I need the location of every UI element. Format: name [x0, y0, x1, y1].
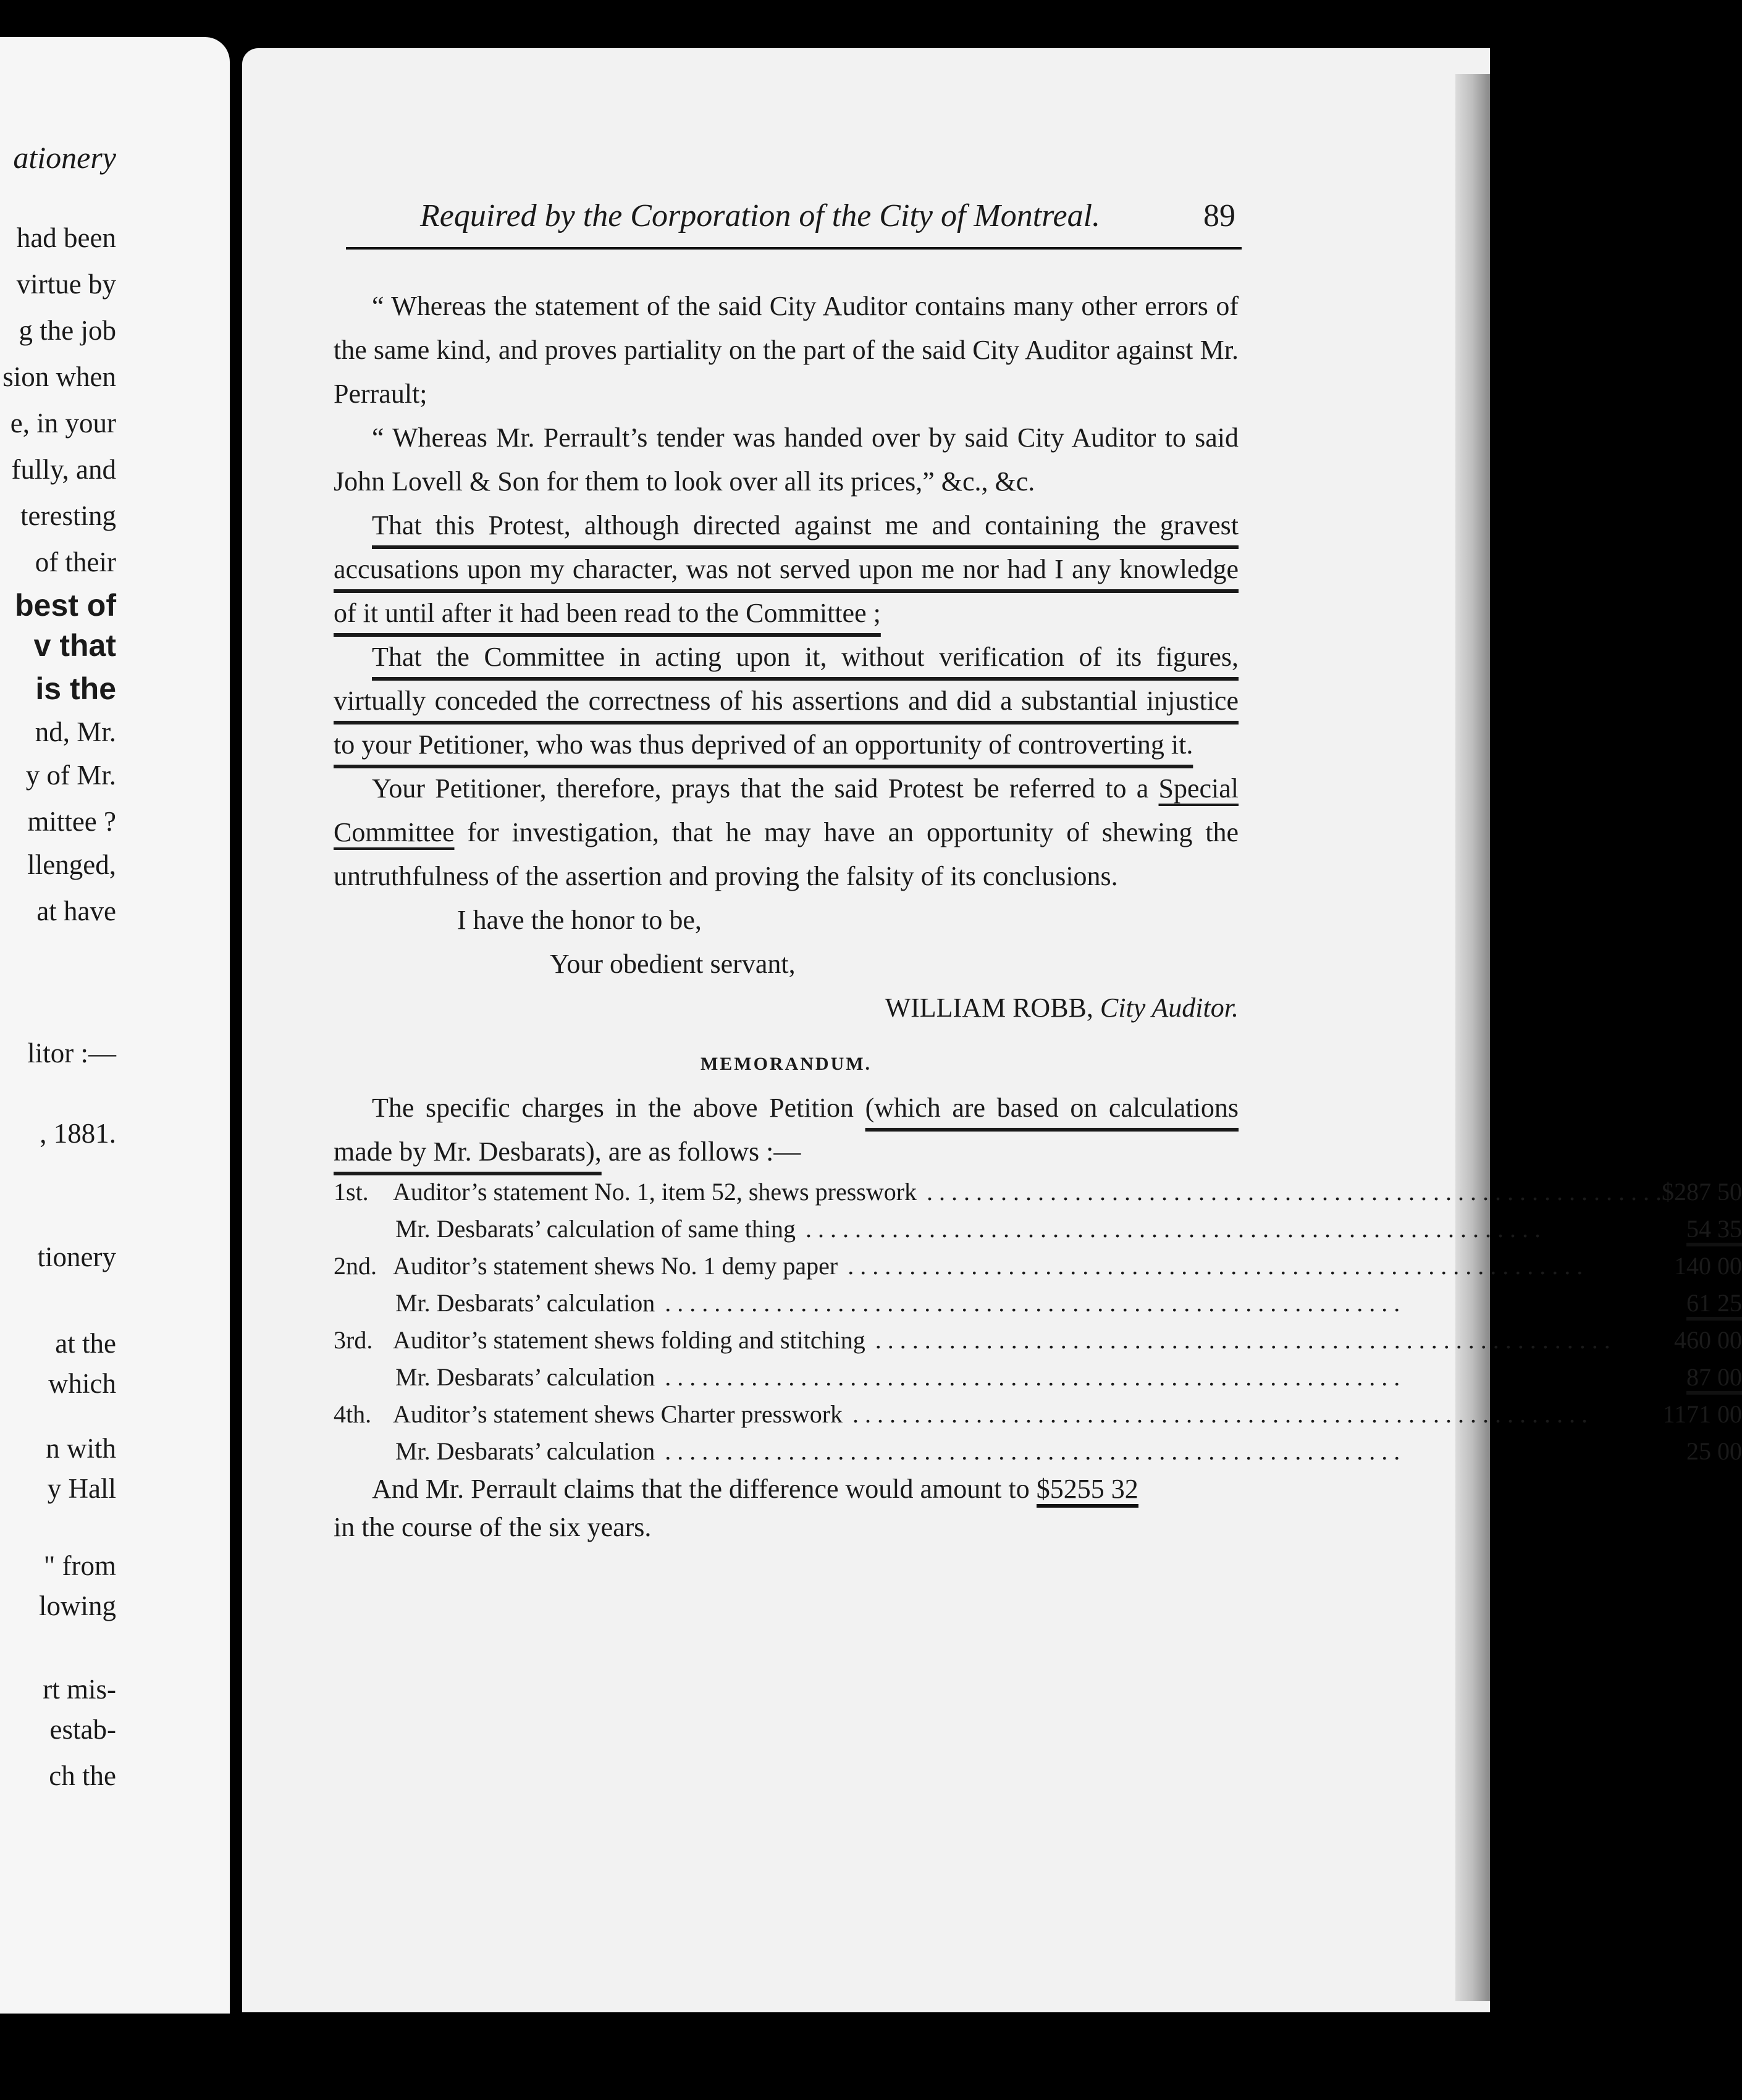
leader-dots: . . . . . . . . . . . . . . . . . . . . . . . . . . . . . . . . . . . . . . . . . . . . . . . . . . . . . . . . . . . . [841, 1252, 1583, 1280]
calculation-description [334, 1359, 1662, 1396]
item-ordinal: 4th. [334, 1400, 372, 1428]
cropped-text-fragment: y of Mr. [25, 760, 116, 791]
leader-dots: . . . . . . . . . . . . . . . . . . . . . . . . . . . . . . . . . . . . . . . . . . . . . . . . . . . . . . . . . . . . [659, 1437, 1400, 1465]
paragraph [334, 503, 1239, 635]
leader-dots: . . . . . . . . . . . . . . . . . . . . . . . . . . . . . . . . . . . . . . . . . . . . . . . . . . . . . . . . . . . . [869, 1326, 1610, 1354]
underlined-text: Special Committee [334, 773, 1239, 847]
calculation-description [334, 1174, 1662, 1211]
left-page [0, 37, 230, 2014]
closing-claim [334, 1470, 1239, 1547]
cropped-text-fragment: litor :— [27, 1038, 116, 1069]
cropped-text-fragment: teresting [20, 500, 116, 531]
item-text: Mr. Desbarats’ calculation [395, 1437, 659, 1465]
cropped-text-fragment: g the job [19, 315, 116, 346]
calculation-table [334, 1174, 1742, 1470]
item-text: Mr. Desbarats’ calculation of same thing [395, 1215, 799, 1243]
cropped-text-fragment: sion when [2, 361, 116, 392]
calculation-row [334, 1433, 1742, 1470]
cropped-text-fragment: fully, and [11, 454, 116, 485]
cropped-text-fragment: n with [46, 1433, 116, 1464]
closing-line: Your obedient servant, [550, 949, 796, 979]
item-ordinal: 1st. [334, 1178, 369, 1206]
cropped-text-fragment: had been [16, 222, 116, 253]
cropped-text-fragment: ationery [13, 140, 116, 175]
signature-name: WILLIAM ROBB, [885, 993, 1093, 1023]
cropped-text-fragment: y Hall [47, 1473, 116, 1504]
calculation-description [334, 1396, 1662, 1433]
closing-line: I have the honor to be, [457, 905, 702, 935]
item-text: Auditor’s statement shews No. 1 demy paper [393, 1252, 841, 1280]
item-ordinal: 2nd. [334, 1252, 377, 1280]
text-run: The specific charges in the above Petition [372, 1093, 854, 1123]
item-amount: 1171 00 [1662, 1400, 1742, 1428]
cropped-text-fragment: lowing [38, 1590, 116, 1621]
cropped-text-fragment: is the [35, 671, 116, 706]
item-amount: 54 35 [1686, 1215, 1742, 1246]
page-number: 89 [1203, 198, 1235, 233]
text-run: for investigation, that he may have an opportunity of shewing the untruthfulness of the assertion and proving the falsity of its conclusions. [334, 817, 1239, 891]
cropped-text-fragment: , 1881. [40, 1118, 116, 1149]
memorandum-intro [334, 1086, 1239, 1174]
highlighted-text: That this Protest, although directed against me and containing the gravest accusations upon my character, was not served upon me nor had I any knowledge of it until after it had been read to the Committee ; [334, 510, 1239, 628]
highlighted-text: That the Committee in acting upon it, without verification of its figures, virtually conceded the correctness of his assertions and did a substantial injustice to your Petitioner, who was thus deprived of an opportunity of controverting it. [334, 642, 1239, 760]
cropped-text-fragment: ch the [49, 1760, 116, 1791]
page-edge [1455, 74, 1490, 2001]
cropped-text-fragment: at have [36, 896, 116, 926]
text-run: are as follows :— [608, 1136, 801, 1167]
paragraph: “ Whereas Mr. Perrault’s tender was handed over by said City Auditor to said John Lovell & Son for them to look over all its prices,” &c., &c. [334, 422, 1239, 497]
paragraph [334, 635, 1239, 766]
item-text: Mr. Desbarats’ calculation [395, 1363, 659, 1391]
text-run: in the course of the six years. [334, 1512, 652, 1542]
cropped-text-fragment: tionery [37, 1241, 116, 1272]
calculation-description [334, 1211, 1662, 1248]
paragraph [334, 766, 1239, 898]
item-amount: 460 00 [1674, 1326, 1742, 1354]
paragraph: “ Whereas the statement of the said City Auditor contains many other errors of the same kind, and proves partiality on the part of the said City Auditor against Mr. Perrault; [334, 291, 1239, 409]
item-text: Mr. Desbarats’ calculation [395, 1289, 659, 1317]
leader-dots: . . . . . . . . . . . . . . . . . . . . . . . . . . . . . . . . . . . . . . . . . . . . . . . . . . . . . . . . . . . . [920, 1178, 1662, 1206]
running-head: Required by the Corporation of the City of Montreal. [420, 198, 1101, 233]
cropped-text-fragment: v that [33, 628, 116, 663]
calculation-row [334, 1285, 1742, 1322]
item-amount: 25 00 [1686, 1437, 1742, 1465]
cropped-text-fragment: e, in your [10, 408, 116, 439]
item-ordinal: 3rd. [334, 1326, 373, 1354]
calculation-row [334, 1359, 1742, 1396]
cropped-text-fragment: which [48, 1368, 116, 1399]
cropped-text-fragment: nd, Mr. [35, 716, 116, 747]
text-run: Your Petitioner, therefore, prays that the said Protest be referred to a [372, 773, 1149, 804]
cropped-text-fragment: estab- [49, 1714, 116, 1745]
signature [334, 986, 1239, 1030]
calculation-description [334, 1322, 1662, 1359]
cropped-text-fragment: llenged, [27, 849, 116, 880]
cropped-text-fragment: at the [55, 1328, 116, 1359]
calculation-description [334, 1433, 1662, 1470]
calculation-row [334, 1396, 1742, 1433]
memorandum-heading: MEMORANDUM. [700, 1054, 872, 1074]
calculation-row [334, 1211, 1742, 1248]
text-run: And Mr. Perrault claims that the difference would amount to [372, 1474, 1030, 1504]
calculation-row [334, 1322, 1742, 1359]
underlined-text: (which are based on calculations made by Mr. Desbarats), [334, 1093, 1239, 1167]
item-text: Auditor’s statement shews folding and stitching [393, 1326, 869, 1354]
calculation-row [334, 1174, 1742, 1211]
calculation-row [334, 1248, 1742, 1285]
item-text: Auditor’s statement No. 1, item 52, shews presswork [393, 1178, 920, 1206]
cropped-text-fragment: mittee ? [27, 806, 116, 837]
cropped-text-fragment: rt mis- [43, 1674, 116, 1705]
item-amount: $287 50 [1662, 1178, 1742, 1206]
leader-dots: . . . . . . . . . . . . . . . . . . . . . . . . . . . . . . . . . . . . . . . . . . . . . . . . . . . . . . . . . . . . [659, 1363, 1400, 1391]
cropped-text-fragment: of their [35, 547, 116, 578]
cropped-text-fragment: best of [15, 588, 116, 623]
signature-title: City Auditor. [1100, 993, 1239, 1023]
calculation-description [334, 1285, 1662, 1322]
page-body [334, 284, 1742, 1547]
item-amount: 87 00 [1686, 1363, 1742, 1395]
item-amount: 140 00 [1674, 1252, 1742, 1280]
leader-dots: . . . . . . . . . . . . . . . . . . . . . . . . . . . . . . . . . . . . . . . . . . . . . . . . . . . . . . . . . . . . [799, 1215, 1541, 1243]
cropped-text-fragment: virtue by [16, 269, 116, 300]
calculation-description [334, 1248, 1662, 1285]
leader-dots: . . . . . . . . . . . . . . . . . . . . . . . . . . . . . . . . . . . . . . . . . . . . . . . . . . . . . . . . . . . . [659, 1289, 1400, 1317]
cropped-text-fragment: " from [43, 1550, 116, 1581]
total-amount: $5255 32 [1037, 1474, 1138, 1508]
page-header [346, 198, 1242, 250]
item-amount: 61 25 [1686, 1289, 1742, 1321]
leader-dots: . . . . . . . . . . . . . . . . . . . . . . . . . . . . . . . . . . . . . . . . . . . . . . . . . . . . . . . . . . . . [846, 1400, 1588, 1428]
item-text: Auditor’s statement shews Charter presswork [393, 1400, 846, 1428]
